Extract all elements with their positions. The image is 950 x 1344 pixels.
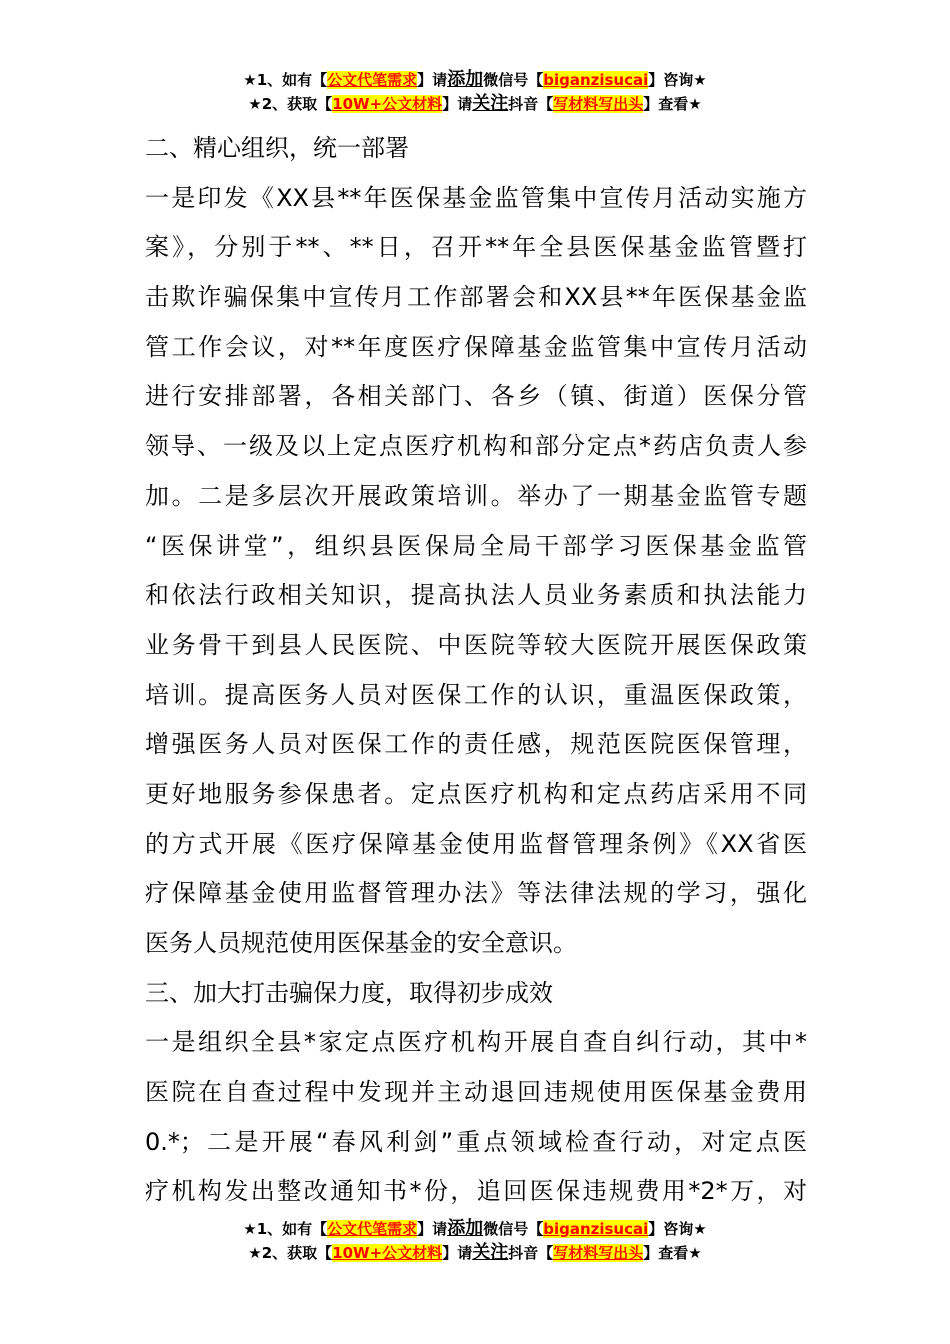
- text-line: 增强医务人员对医保工作的责任感，规范医院医保管理，: [145, 730, 807, 759]
- document-body: [145, 124, 807, 1217]
- text-line: 进行安排部署，各相关部门、各乡（镇、街道）医保分管: [145, 382, 807, 411]
- section-heading: 二、精心组织，统一部署: [145, 134, 409, 162]
- text-line: 案》，分别于**、**日，召开**年全县医保基金监管暨打: [145, 233, 807, 262]
- banner-line-2: ★2、获取【10W+公文材料】请关注抖音【写材料写出头】查看★: [248, 93, 702, 114]
- section-heading: 三、加大打击骗保力度，取得初步成效: [145, 978, 553, 1007]
- text-line: 加。二是多层次开展政策培训。举办了一期基金监管专题: [145, 481, 807, 510]
- text-line: 培训。提高医务人员对医保工作的认识，重温医保政策，: [145, 680, 807, 709]
- text-line: 的方式开展《医疗保障基金使用监督管理条例》《XX省医: [145, 829, 807, 858]
- text-line: 领导、一级及以上定点医疗机构和部分定点*药店负责人参: [145, 432, 807, 461]
- banner-line-1: ★1、如有【公文代笔需求】请添加微信号【biganzisucai】咨询★: [243, 69, 707, 90]
- banner-line-1: ★1、如有【公文代笔需求】请添加微信号【biganzisucai】咨询★: [243, 1218, 707, 1239]
- text-line: 疗机构发出整改通知书*份，追回医保违规费用*2*万，对: [145, 1177, 807, 1206]
- text-line: 一是组织全县*家定点医疗机构开展自查自纠行动，其中*: [145, 1028, 807, 1057]
- text-line: 管工作会议，对**年度医疗保障基金监管集中宣传月活动: [145, 332, 807, 361]
- text-line: 更好地服务参保患者。定点医疗机构和定点药店采用不同: [145, 779, 807, 808]
- text-line: 疗保障基金使用监督管理办法》等法律法规的学习，强化: [145, 879, 807, 908]
- text-line: 医务人员规范使用医保基金的安全意识。: [145, 929, 577, 957]
- text-line: 业务骨干到县人民医院、中医院等较大医院开展医保政策: [145, 630, 807, 659]
- text-line: 击欺诈骗保集中宣传月工作部署会和XX县**年医保基金监: [145, 283, 807, 312]
- banner-line-2: ★2、获取【10W+公文材料】请关注抖音【写材料写出头】查看★: [248, 1242, 702, 1263]
- text-line: “医保讲堂”，组织县医保局全局干部学习医保基金监管: [145, 531, 807, 560]
- footer-banner: [0, 1217, 950, 1265]
- text-line: 医院在自查过程中发现并主动退回违规使用医保基金费用: [145, 1078, 807, 1107]
- text-line: 0.*；二是开展“春风利剑”重点领域检查行动，对定点医: [145, 1127, 807, 1156]
- header-banner: [0, 68, 950, 116]
- text-line: 和依法行政相关知识，提高执法人员业务素质和执法能力: [145, 581, 807, 610]
- text-line: 一是印发《XX县**年医保基金监管集中宣传月活动实施方: [145, 183, 807, 212]
